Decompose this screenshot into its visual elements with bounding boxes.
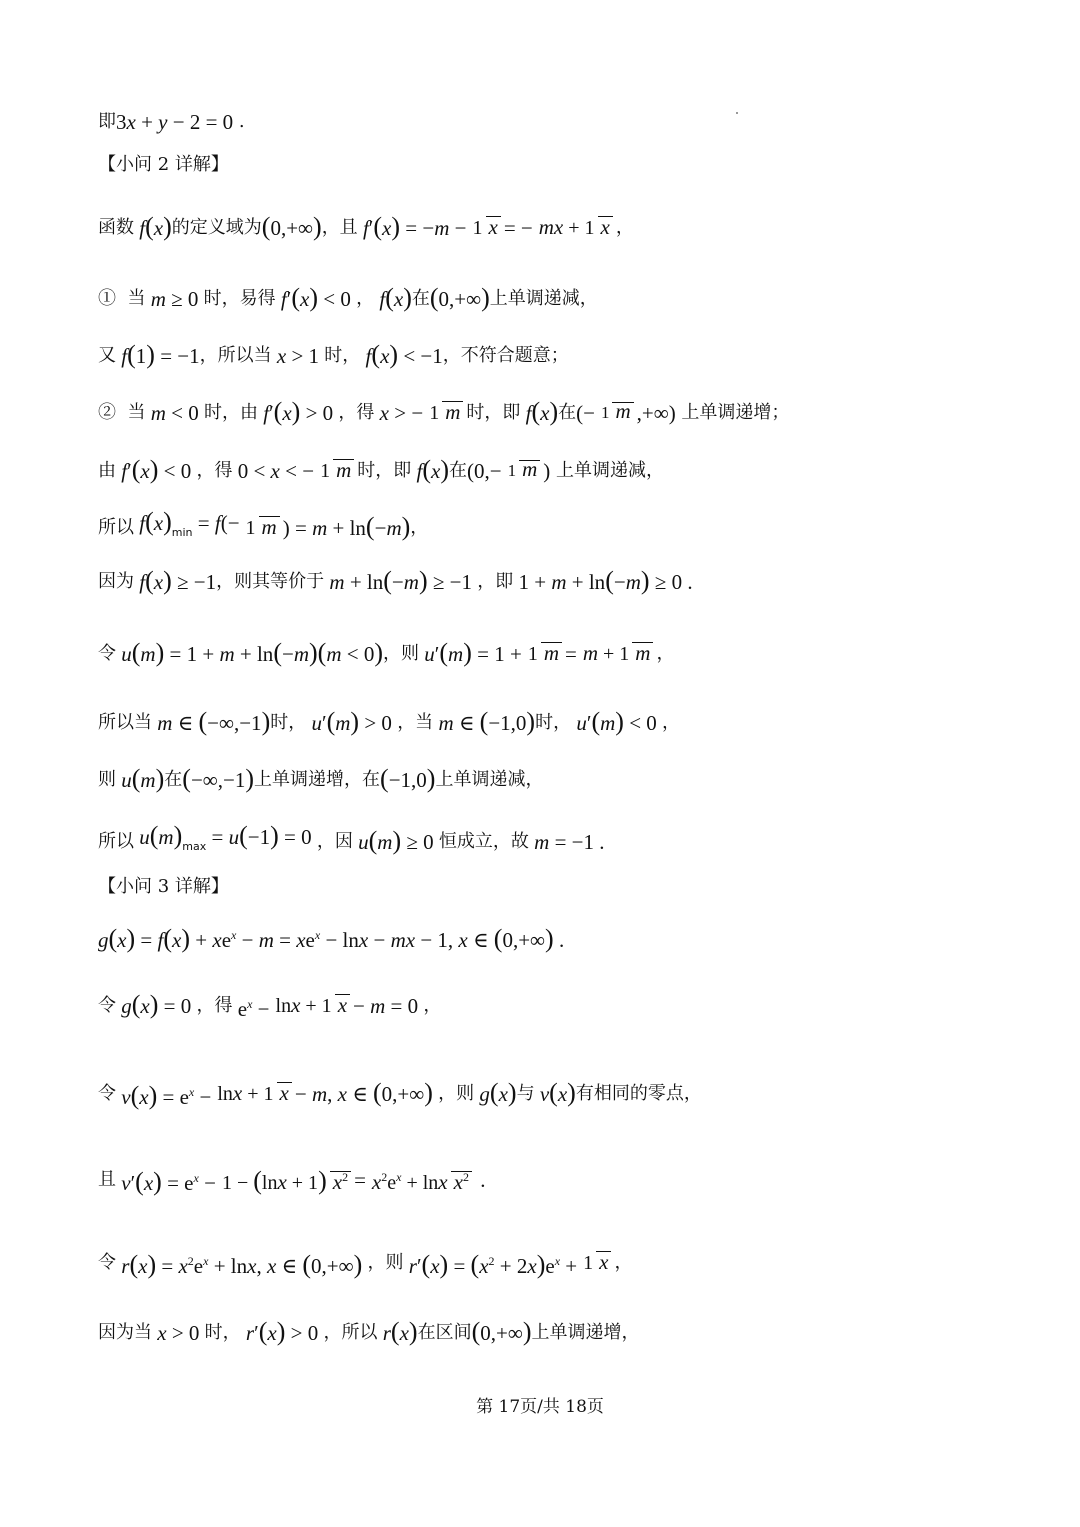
page-number-footer: 第 17页/共 18页 [476,1397,604,1417]
line-8: 所以 $f(x)_{min} = f(-$ 1 m ) = m + ln(−m) ， [98,507,429,541]
line-20: 因为当 x > 0 时， r′(x) > 0 ，所以 r(x) 在区间 (0,+∞) 上单调递增， [98,1317,640,1346]
line-6: ② 当 m < 0 时，由 f′(x) > 0 ，得 x > − 1 m 时，即 f(x) 在 (− 1 m ,+∞) 上单调递增； [98,397,790,426]
line-10: 令 u(m) = 1 + m + ln(−m)(m < 0) ，则 u′(m) = 1 + 1 m = m + 1 m ， [98,638,675,667]
line-17: 令 $v(x) = e^x$ − lnx + 1 x − m, x ∈ (0,+∞) ，则 g(x) 与 v(x) 有相同的零点， [98,1078,702,1110]
line-1: 即 3x + y − 2 = 0 . [98,110,245,134]
line-11: 所以当 m ∈ (−∞,−1) 时， u′(m) > 0 ，当 m ∈ (−1,0) 时， u′(m) < 0 ， [98,707,681,736]
line-5: 又 f(1) = −1 ，所以当 x > 1 时， f(x) < −1 ，不符合题意； [98,340,569,369]
line-13: 所以 $u(m)_{max} = u(-1) = 0$ ，因 u(m) ≥ 0 恒成立，故 m = −1 . [98,821,605,855]
line-3: 函数 f(x) 的定义域为 (0,+∞) ，且 f′(x) = −m − 1 x = − mx + 1 x ， [98,212,634,241]
line-9: 因为 f(x) ≥ −1 ，则其等价于 m + ln(−m) ≥ −1 ，即 1 + m + ln(−m) ≥ 0 . [98,566,693,595]
line-12: 则 u(m) 在 (−∞,−1) 上单调递增，在 (−1,0) 上单调递减， [98,764,544,793]
line-15: $g(x) = f(x) + xe^x - m = xe^x - \ln x$ − mx − 1, x ∈ (0,+∞) . [98,924,565,953]
scan-speck [736,112,738,114]
line-18: 且 $v'(x) = e^x$ − 1 − (lnx + 1) $x^2$ = $x^2e^x + \ln x$ $x^2$ . [98,1165,486,1196]
section-heading-q2: 【小问 2 详解】 [98,154,229,175]
section-heading-q3: 【小问 3 详解】 [98,876,229,897]
line-16: 令 g(x) = 0 ，得 $e^x$ − lnx + 1 x − m = 0 ， [98,990,442,1021]
line-7: 由 f′(x) < 0 ，得 0 < x < − 1 m 时，即 f(x) 在 (0,− 1 m ) 上单调递减， [98,455,664,484]
line-19: 令 $r(x) = x^2e^x + \ln x$, x ∈ (0,+∞) ，则 $r'(x) = (x^2 + 2x)e^x$ + 1 x ， [98,1249,633,1279]
line-4: ① 当 m ≥ 0 时，易得 f′(x) < 0 ， f(x) 在 (0,+∞) 上单调递减， [98,283,598,312]
